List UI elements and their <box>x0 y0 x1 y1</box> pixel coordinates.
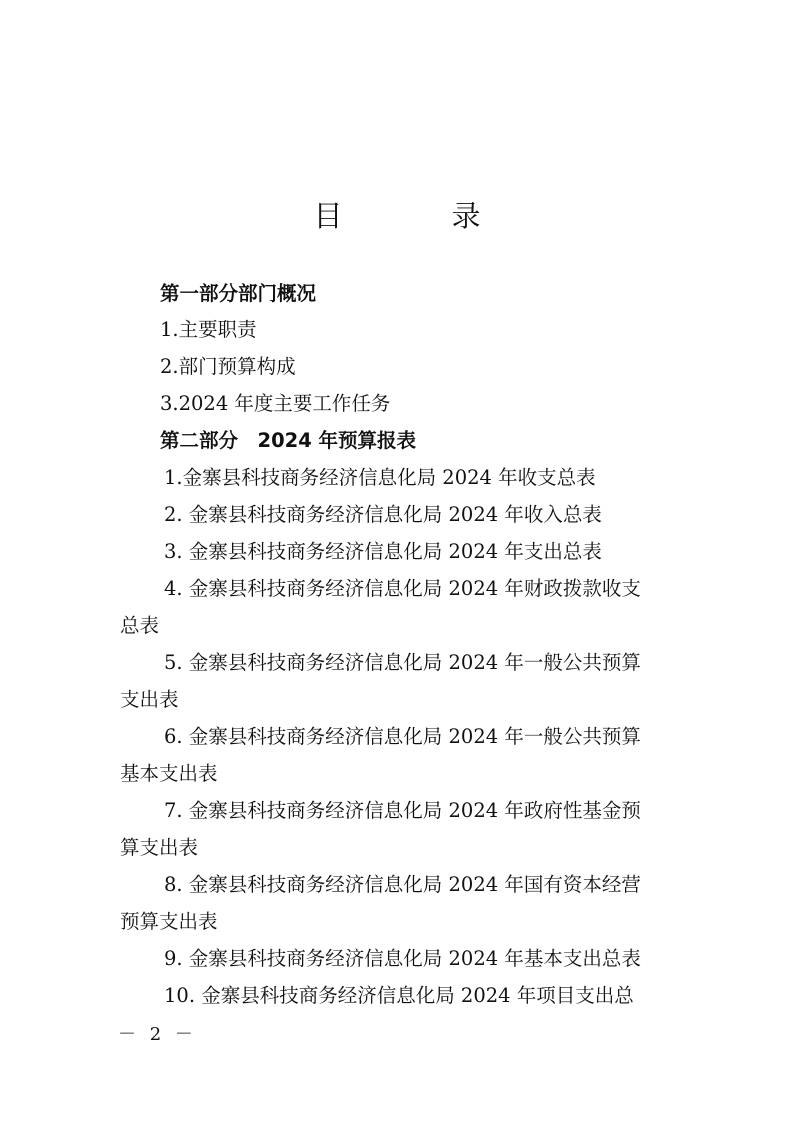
part1-item: 1.主要职责 <box>160 318 257 341</box>
part2-heading: 第二部分 2024 年预算报表 <box>160 429 417 452</box>
toc-item: 5. 金寨县科技商务经济信息化局 2024 年一般公共预算 <box>164 651 641 674</box>
toc-item: 9. 金寨县科技商务经济信息化局 2024 年基本支出总表 <box>164 947 641 970</box>
toc-item: 4. 金寨县科技商务经济信息化局 2024 年财政拨款收支 <box>164 577 641 600</box>
toc-item: 10. 金寨县科技商务经济信息化局 2024 年项目支出总 <box>164 984 634 1007</box>
toc-item: 1.金寨县科技商务经济信息化局 2024 年收支总表 <box>164 466 596 489</box>
toc-item-continuation: 支出表 <box>120 688 179 711</box>
part1-item: 2.部门预算构成 <box>160 355 296 378</box>
toc-item: 8. 金寨县科技商务经济信息化局 2024 年国有资本经营 <box>164 873 641 896</box>
page-title: 目 录 <box>313 199 521 233</box>
toc-item: 3. 金寨县科技商务经济信息化局 2024 年支出总表 <box>164 540 602 563</box>
toc-item-continuation: 算支出表 <box>120 836 199 859</box>
toc-item: 6. 金寨县科技商务经济信息化局 2024 年一般公共预算 <box>164 725 641 748</box>
toc-item-continuation: 总表 <box>120 614 160 637</box>
toc-item-continuation: 基本支出表 <box>120 762 218 785</box>
page-number: － 2 － <box>118 1024 197 1045</box>
part1-item: 3.2024 年度主要工作任务 <box>160 392 391 415</box>
toc-item: 7. 金寨县科技商务经济信息化局 2024 年政府性基金预 <box>164 799 641 822</box>
toc-item-continuation: 预算支出表 <box>120 910 218 933</box>
toc-item: 2. 金寨县科技商务经济信息化局 2024 年收入总表 <box>164 503 602 526</box>
part1-heading: 第一部分部门概况 <box>160 282 317 305</box>
